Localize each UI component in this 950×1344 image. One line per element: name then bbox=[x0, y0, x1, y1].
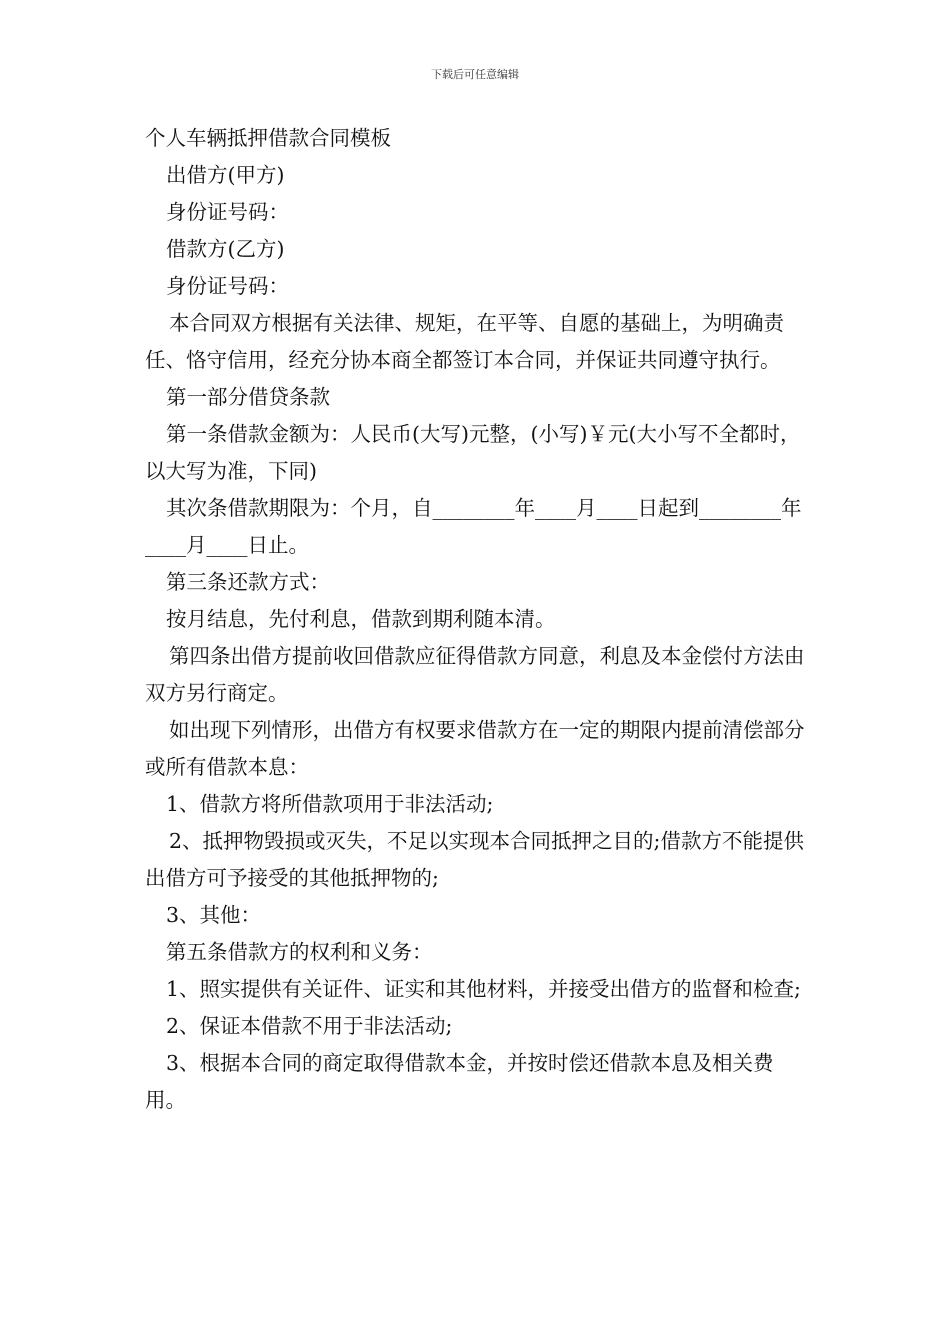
document-title: 个人车辆抵押借款合同模板 bbox=[145, 126, 391, 150]
paragraph-borrower: 借款方(乙方) bbox=[166, 237, 285, 261]
paragraph-duty-3: 3、根据本合同的商定取得借款本金，并按时偿还借款本息及相关费用。 bbox=[145, 1051, 774, 1112]
paragraph-article-3: 第三条还款方式： bbox=[166, 570, 330, 594]
paragraph-part-one-heading: 第一部分借贷条款 bbox=[166, 385, 330, 409]
paragraph-article-1: 第一条借款金额为：人民币(大写)元整，(小写)￥元(大小写不全都时，以大写为准，下同) bbox=[145, 422, 801, 483]
paragraph-item-3: 3、其他： bbox=[166, 903, 262, 927]
paragraph-article-5: 第五条借款方的权利和义务： bbox=[166, 940, 433, 964]
paragraph-duty-1: 1、照实提供有关证件、证实和其他材料，并接受出借方的监督和检查; bbox=[166, 977, 801, 1001]
paragraph-item-1: 1、借款方将所借款项用于非法活动; bbox=[166, 792, 494, 816]
paragraph-early-repayment: 如出现下列情形，出借方有权要求借款方在一定的期限内提前清偿部分或所有借款本息： bbox=[145, 718, 805, 779]
paragraph-duty-2: 2、保证本借款不用于非法活动; bbox=[166, 1014, 453, 1038]
paragraph-article-2: 其次条借款期限为：个月，自________年____月____日起到________年____月____日止。 bbox=[145, 496, 802, 557]
paragraph-article-4: 第四条出借方提前收回借款应征得借款方同意，利息及本金偿付方法由双方另行商定。 bbox=[145, 644, 805, 705]
paragraph-repayment-method: 按月结息，先付利息，借款到期利随本清。 bbox=[166, 607, 556, 631]
paragraph-preamble: 本合同双方根据有关法律、规矩，在平等、自愿的基础上，为明确责任、恪守信用，经充分协本商全都签订本合同，并保证共同遵守执行。 bbox=[145, 311, 784, 372]
document-body bbox=[145, 120, 810, 1119]
paragraph-item-2: 2、抵押物毁损或灭失，不足以实现本合同抵押之目的;借款方不能提供出借方可予接受的其他抵押物的; bbox=[145, 829, 804, 890]
paragraph-borrower-id: 身份证号码： bbox=[166, 274, 289, 298]
paragraph-lender-id: 身份证号码： bbox=[166, 200, 289, 224]
paragraph-lender: 出借方(甲方) bbox=[166, 163, 285, 187]
page-header-note: 下载后可任意编辑 bbox=[431, 68, 519, 81]
